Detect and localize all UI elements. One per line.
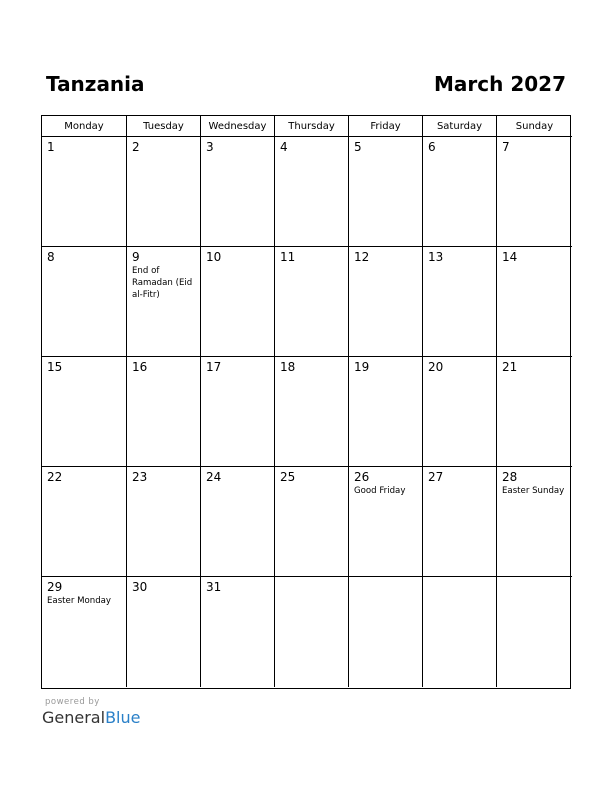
weekday-header-friday: Friday (349, 116, 423, 137)
day-number: 10 (206, 250, 222, 264)
day-number: 29 (47, 580, 63, 594)
day-cell (423, 467, 497, 577)
day-number: 17 (206, 360, 222, 374)
holiday-label: End of Ramadan (Eid al-Fitr) (132, 266, 193, 300)
day-cell (127, 577, 201, 687)
day-cell (127, 247, 201, 357)
day-cell (275, 357, 349, 467)
day-number: 15 (47, 360, 63, 374)
logo-general-text: General (42, 708, 106, 727)
logo-blue-text: Blue (105, 708, 141, 727)
day-number: 19 (354, 360, 370, 374)
day-cell (275, 247, 349, 357)
weekday-header-wednesday: Wednesday (201, 116, 275, 137)
day-number: 9 (132, 250, 140, 264)
weekday-header-sunday: Sunday (497, 116, 572, 137)
day-cell (497, 357, 572, 467)
day-cell (201, 577, 275, 687)
day-cell (349, 467, 423, 577)
calendar-grid (41, 115, 571, 689)
day-number: 6 (428, 140, 436, 154)
day-cell (42, 467, 127, 577)
day-number: 14 (502, 250, 518, 264)
day-cell (275, 577, 349, 687)
day-cell (275, 467, 349, 577)
country-title: Tanzania (46, 72, 145, 96)
day-number: 8 (47, 250, 55, 264)
powered-by-label: powered by (45, 697, 100, 707)
day-number: 2 (132, 140, 140, 154)
day-number: 18 (280, 360, 296, 374)
day-cell (275, 137, 349, 247)
day-number: 4 (280, 140, 288, 154)
day-cell (423, 357, 497, 467)
day-cell (127, 467, 201, 577)
day-cell (497, 247, 572, 357)
day-cell (349, 577, 423, 687)
day-number: 24 (206, 470, 222, 484)
day-cell (423, 137, 497, 247)
day-number: 5 (354, 140, 362, 154)
day-number: 20 (428, 360, 444, 374)
day-number: 31 (206, 580, 222, 594)
day-cell (201, 467, 275, 577)
generalblue-logo (42, 708, 140, 727)
holiday-label: Easter Sunday (502, 486, 565, 496)
day-cell (127, 357, 201, 467)
day-number: 12 (354, 250, 370, 264)
day-cell (349, 137, 423, 247)
day-cell (201, 357, 275, 467)
day-cell (497, 137, 572, 247)
day-cell (127, 137, 201, 247)
day-number: 1 (47, 140, 55, 154)
day-number: 7 (502, 140, 510, 154)
day-cell (497, 467, 572, 577)
weekday-header-thursday: Thursday (275, 116, 349, 137)
day-cell (201, 137, 275, 247)
day-cell (42, 577, 127, 687)
day-number: 27 (428, 470, 444, 484)
holiday-label: Good Friday (354, 486, 406, 496)
day-number: 3 (206, 140, 214, 154)
day-number: 13 (428, 250, 444, 264)
day-number: 22 (47, 470, 63, 484)
day-number: 30 (132, 580, 148, 594)
day-cell (349, 247, 423, 357)
day-number: 16 (132, 360, 148, 374)
day-number: 25 (280, 470, 296, 484)
day-cell (423, 577, 497, 687)
day-number: 26 (354, 470, 370, 484)
day-number: 11 (280, 250, 296, 264)
weekday-header-monday: Monday (42, 116, 127, 137)
day-number: 23 (132, 470, 148, 484)
day-number: 28 (502, 470, 518, 484)
day-cell (349, 357, 423, 467)
day-number: 21 (502, 360, 518, 374)
holiday-label: Easter Monday (47, 596, 112, 606)
day-cell (42, 247, 127, 357)
month-title: March 2027 (434, 72, 566, 96)
day-cell (497, 577, 572, 687)
day-cell (42, 357, 127, 467)
day-cell (201, 247, 275, 357)
day-cell (42, 137, 127, 247)
weekday-header-saturday: Saturday (423, 116, 497, 137)
weekday-header-tuesday: Tuesday (127, 116, 201, 137)
day-cell (423, 247, 497, 357)
